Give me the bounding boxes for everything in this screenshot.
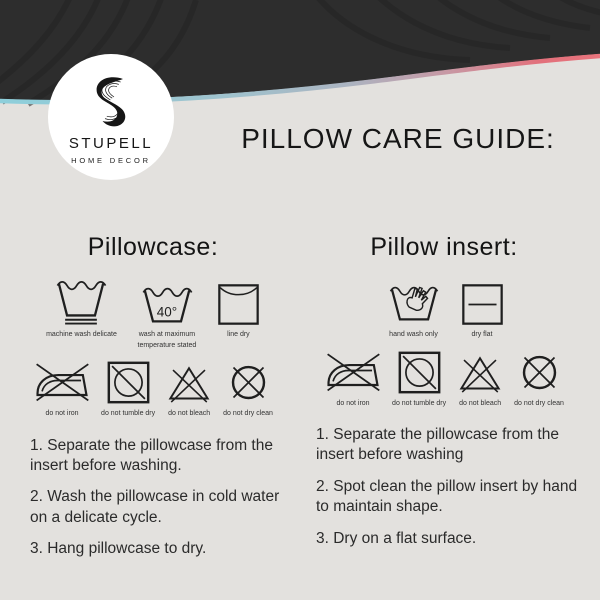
line-dry-icon <box>217 283 260 326</box>
pillow-insert-column <box>310 233 578 560</box>
machine-wash-delicate-icon <box>53 276 109 326</box>
symbol-label: do not bleach <box>459 399 502 407</box>
pillowcase-heading: Pillowcase: <box>87 233 219 261</box>
symbol-label: do not dry clean <box>223 410 273 417</box>
icon-box <box>397 349 442 395</box>
icon-box <box>217 276 260 326</box>
do-not-bleach-icon <box>165 360 213 405</box>
symbol-label: wash at maximum temperature stated <box>137 331 197 349</box>
pillowcase-symbols-bottom <box>20 359 286 420</box>
pillow-insert-instructions <box>310 425 578 549</box>
instruction-step: 3. Hang pillowcase to dry. <box>30 540 207 558</box>
care-symbol-do-not-bleach <box>456 349 504 410</box>
icon-box <box>165 359 213 405</box>
care-symbol-do-not-dry-clean <box>223 359 273 420</box>
symbol-label: do not tumble dry <box>392 399 447 407</box>
pillow-insert-symbols-top <box>310 276 578 341</box>
do-not-tumble-dry-icon <box>106 360 151 405</box>
instruction-step: 2. Wash the pillowcase in cold water on a delicate cycle. <box>30 488 280 526</box>
instruction-step: 2. Spot clean the pillow insert by hand to maintain shape. <box>316 477 578 516</box>
icon-box <box>53 276 109 326</box>
icon-box <box>517 349 562 395</box>
care-symbol-do-not-iron <box>33 359 91 420</box>
care-symbol-wash-40 <box>130 276 204 351</box>
care-symbol-do-not-iron <box>324 349 382 410</box>
icon-box <box>385 276 443 326</box>
do-not-bleach-icon <box>456 350 504 395</box>
wash-at-40-icon <box>139 282 195 326</box>
instruction-step: 1. Separate the pillowcase from the insert before washing. <box>30 436 273 474</box>
symbol-label: do not bleach <box>168 410 211 417</box>
icon-box <box>33 359 91 405</box>
page-title: PILLOW CARE GUIDE: <box>241 123 555 154</box>
care-symbol-dry-flat <box>461 276 504 341</box>
pillow-insert-heading: Pillow insert: <box>370 233 518 261</box>
care-symbol-hand-wash-only <box>385 276 443 341</box>
care-symbol-machine-wash-delicate <box>46 276 117 341</box>
do-not-iron-icon <box>324 346 382 395</box>
care-symbol-do-not-tumble-dry <box>392 349 446 410</box>
do-not-dry-clean-icon <box>517 350 562 395</box>
instruction-step: 1. Separate the pillowcase from the insert before washing <box>316 426 559 464</box>
pillowcase-instructions <box>20 436 286 560</box>
symbol-label: do not tumble dry <box>101 410 156 417</box>
brand-name: STUPELL <box>68 135 154 152</box>
symbol-label: hand wash only <box>389 331 438 338</box>
symbol-label: dry flat <box>471 331 493 338</box>
do-not-dry-clean-icon <box>226 360 271 405</box>
pillowcase-column <box>20 233 286 571</box>
care-symbol-line-dry <box>217 276 260 341</box>
dry-flat-icon <box>461 283 504 326</box>
symbol-label: do not dry clean <box>514 399 564 407</box>
icon-box <box>139 276 195 326</box>
care-symbol-do-not-dry-clean <box>514 349 564 410</box>
symbol-label: do not iron <box>336 399 370 407</box>
instruction-step: 3. Dry on a flat surface. <box>316 529 477 547</box>
care-symbol-do-not-bleach <box>165 359 213 420</box>
icon-box <box>461 276 504 326</box>
wash-temperature-text: 40° <box>156 304 178 320</box>
pillow-insert-symbols-bottom <box>310 349 578 410</box>
symbol-label: do not iron <box>45 410 79 417</box>
do-not-iron-icon <box>33 356 91 405</box>
symbol-label: line dry <box>227 331 250 338</box>
brand-logo <box>48 54 174 180</box>
hand-wash-only-icon <box>385 279 443 326</box>
stupell-s-swirl-icon <box>85 73 137 133</box>
icon-box <box>456 349 504 395</box>
icon-box <box>226 359 271 405</box>
icon-box <box>106 359 151 405</box>
care-symbol-do-not-tumble-dry <box>101 359 155 420</box>
pillowcase-symbols-top <box>20 276 286 351</box>
do-not-tumble-dry-icon <box>397 350 442 395</box>
icon-box <box>324 349 382 395</box>
symbol-label: machine wash delicate <box>46 331 117 338</box>
brand-tagline: HOME DECOR <box>71 156 151 165</box>
